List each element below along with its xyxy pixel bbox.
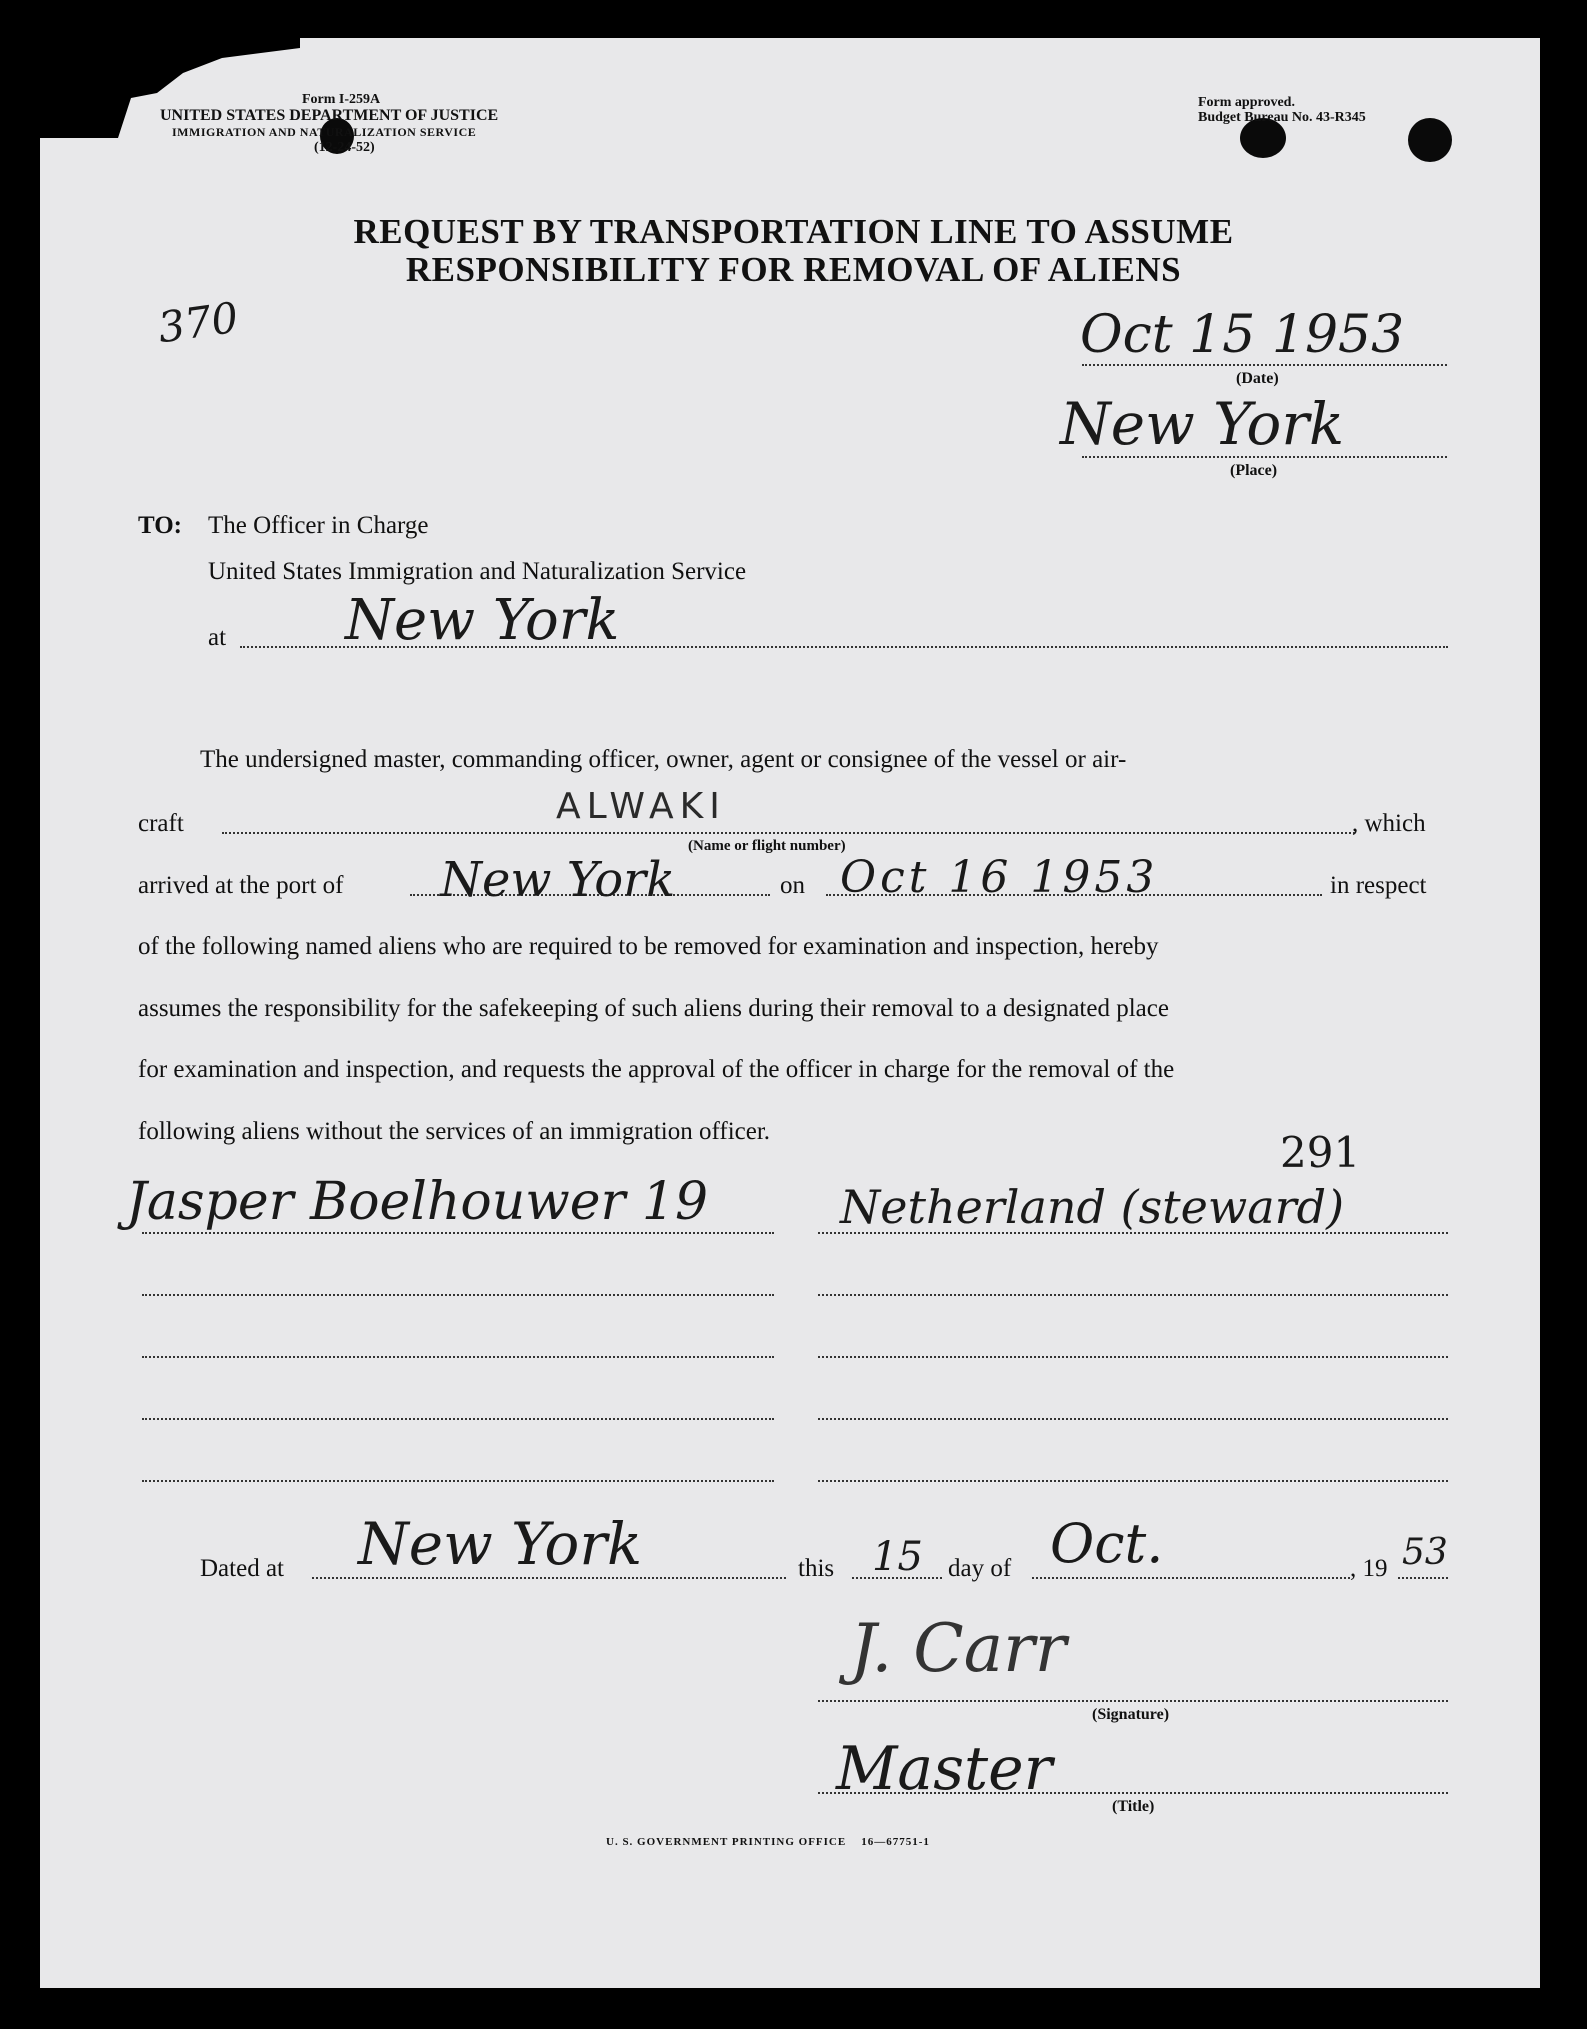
year-line	[1398, 1577, 1448, 1579]
alien-detail-1: Netherland (steward)	[840, 1180, 1345, 1234]
date-caption: (Date)	[1236, 370, 1279, 387]
on-value: Oct 16 1953	[840, 852, 1159, 903]
day-value: 15	[872, 1534, 923, 1580]
alien-row-2-left	[142, 1294, 774, 1296]
alien-row-3-right	[818, 1356, 1448, 1358]
hole-punch-2	[1408, 118, 1452, 162]
form-title-line-2: RESPONSIBILITY FOR REMOVAL OF ALIENS	[405, 250, 1182, 289]
alien-row-5-left	[142, 1480, 774, 1482]
title-caption: (Title)	[1112, 1798, 1155, 1815]
form-approved: Form approved.	[1198, 95, 1295, 110]
alien-number-note: 291	[1280, 1128, 1361, 1177]
port-value: New York	[440, 852, 676, 908]
title-line	[818, 1792, 1448, 1794]
officer-in-charge: The Officer in Charge	[208, 512, 429, 539]
title-value: Master	[836, 1734, 1053, 1804]
signature-caption: (Signature)	[1092, 1706, 1170, 1723]
at-label: at	[208, 624, 227, 651]
dated-at-label: Dated at	[200, 1555, 284, 1582]
year-value: 53	[1402, 1532, 1448, 1573]
this-label: this	[798, 1555, 835, 1582]
body-line-6: for examination and inspection, and requests the approval of the officer in charge for the removal of the	[138, 1056, 1175, 1083]
alien-row-2-right	[818, 1294, 1448, 1296]
alien-row-1-left	[142, 1232, 774, 1234]
signature-value: J. Carr	[850, 1610, 1067, 1687]
place-value: New York	[1060, 390, 1345, 458]
alien-row-3-left	[142, 1356, 774, 1358]
month-value: Oct.	[1050, 1512, 1164, 1575]
month-line	[1032, 1577, 1350, 1579]
place-line	[1082, 456, 1447, 458]
form-title-line-1: REQUEST BY TRANSPORTATION LINE TO ASSUME	[353, 212, 1234, 251]
date-line	[1082, 364, 1447, 366]
department-name: UNITED STATES DEPARTMENT OF JUSTICE	[160, 107, 499, 124]
alien-row-4-right	[818, 1418, 1448, 1420]
on-label: on	[780, 872, 805, 899]
in-respect-label: in respect	[1330, 872, 1427, 899]
signature-line	[818, 1700, 1448, 1702]
service-name: IMMIGRATION AND NATURALIZATION SERVICE	[172, 125, 477, 139]
alien-row-1-right	[818, 1232, 1448, 1234]
to-label: TO:	[138, 512, 182, 539]
alien-row-4-left	[142, 1418, 774, 1420]
name-caption: (Name or flight number)	[688, 838, 846, 854]
body-line-7: following aliens without the services of an immigration officer.	[138, 1118, 771, 1145]
budget-bureau-number: Budget Bureau No. 43-R345	[1198, 110, 1366, 125]
form-number: Form I-259A	[302, 92, 381, 107]
craft-label: craft	[138, 810, 184, 837]
craft-value: ALWAKI	[556, 786, 726, 827]
craft-line	[222, 832, 1355, 834]
day-of-label: day of	[948, 1555, 1012, 1582]
service-line: United States Immigration and Naturalization Service	[208, 558, 747, 585]
date-value: Oct 15 1953	[1080, 305, 1405, 365]
year-prefix: , 19	[1350, 1555, 1388, 1582]
dated-at-value: New York	[358, 1510, 643, 1578]
alien-name-1: Jasper Boelhouwer 19	[126, 1172, 709, 1232]
body-line-4: of the following named aliens who are required to be removed for examination and inspection, hereby	[138, 933, 1159, 960]
form-revision: (12-24-52)	[314, 140, 375, 155]
printing-office-footer: U. S. GOVERNMENT PRINTING OFFICE 16—67751-1	[606, 1836, 930, 1848]
which-label: , which	[1352, 810, 1426, 837]
place-caption: (Place)	[1230, 462, 1278, 479]
body-line-1: The undersigned master, commanding officer, owner, agent or consignee of the vessel or air-	[200, 746, 1127, 773]
margin-note: 370	[154, 292, 242, 353]
arrived-label: arrived at the port of	[138, 872, 344, 899]
body-line-5: assumes the responsibility for the safekeeping of such aliens during their removal to a designated place	[138, 995, 1169, 1022]
alien-row-5-right	[818, 1480, 1448, 1482]
at-value: New York	[345, 588, 620, 653]
